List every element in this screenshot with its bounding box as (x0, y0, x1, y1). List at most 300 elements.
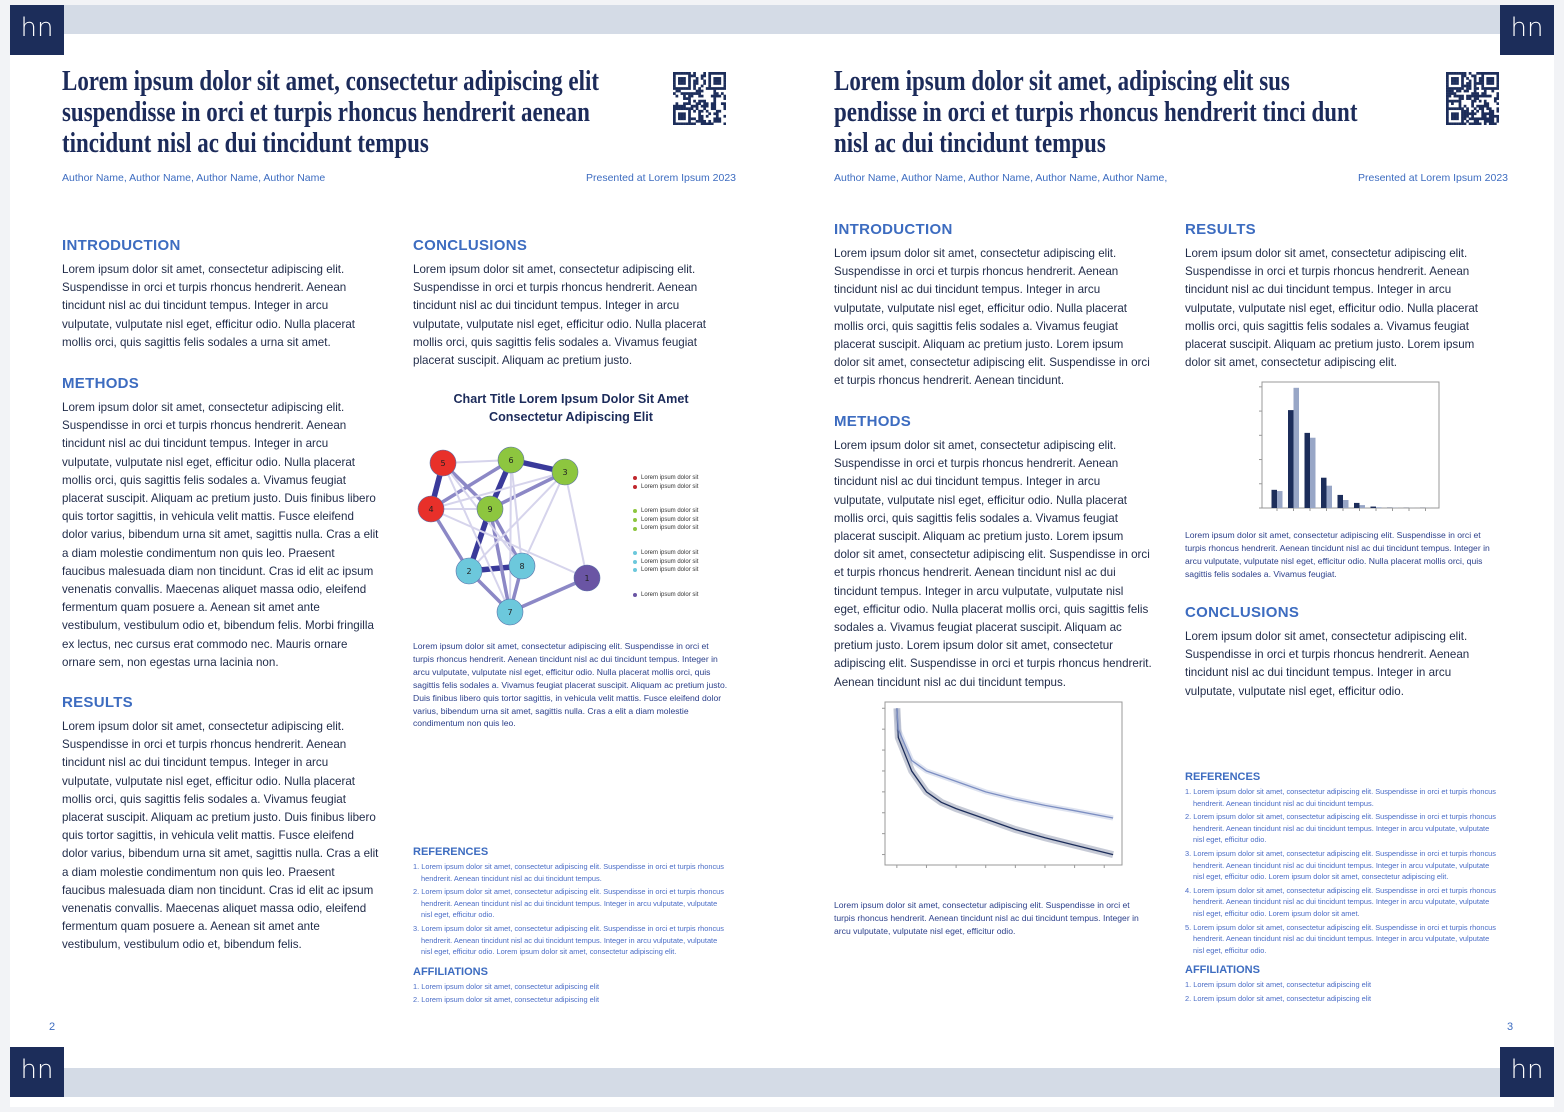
qr-module (1454, 82, 1457, 85)
qr-module (706, 110, 709, 113)
node-label: 3 (562, 468, 568, 477)
qr-module (1464, 115, 1467, 118)
legend-swatch (633, 551, 637, 555)
qr-module (1486, 77, 1489, 80)
qr-code (1446, 72, 1499, 125)
node-label: 2 (466, 567, 472, 576)
qr-module (693, 80, 696, 83)
qr-module (703, 72, 706, 75)
qr-module (681, 107, 684, 110)
qr-module (1456, 112, 1459, 115)
qr-module (1496, 75, 1499, 78)
section-heading: INTRODUCTION (62, 237, 181, 254)
qr-module (1474, 80, 1477, 83)
qr-module (681, 82, 684, 85)
qr-module (716, 77, 719, 80)
chart-title (413, 390, 729, 426)
qr-module (673, 75, 676, 78)
qr-module (693, 117, 696, 120)
qr-module (1454, 112, 1457, 115)
affiliation-item: 2. Lorem ipsum dolor sit amet, consectetur adipiscing elit (413, 995, 600, 1005)
qr-module (1451, 87, 1454, 90)
qr-module (1449, 87, 1452, 90)
logo: hn (10, 1047, 64, 1097)
qr-module (673, 105, 676, 108)
qr-module (1476, 72, 1479, 75)
bar (1343, 500, 1349, 508)
page-title (834, 66, 1472, 159)
qr-module (1469, 87, 1472, 90)
qr-module (1456, 72, 1459, 75)
qr-module (1461, 115, 1464, 118)
qr-module (683, 122, 686, 125)
qr-module (683, 72, 686, 75)
qr-module (1446, 102, 1449, 105)
qr-module (678, 122, 681, 125)
qr-module (683, 77, 686, 80)
qr-module (723, 75, 726, 78)
qr-module (708, 85, 711, 88)
qr-module (693, 75, 696, 78)
qr-module (686, 102, 689, 105)
qr-module (1456, 95, 1459, 98)
qr-module (1446, 120, 1449, 123)
qr-module (1481, 110, 1484, 113)
qr-module (713, 92, 716, 95)
qr-module (1491, 87, 1494, 90)
qr-module (681, 122, 684, 125)
qr-module (1489, 117, 1492, 120)
qr-module (1461, 82, 1464, 85)
qr-module (698, 112, 701, 115)
network-edge (522, 472, 565, 566)
qr-module (673, 85, 676, 88)
section-text: Lorem ipsum dolor sit amet, consectetur adipiscing elit. Suspendisse in orci et turpis rhoncus hendrerit. Aenean tincidunt nisl ac dui tincidunt tempus. Integer in arcu vulputate, vulputate nisl eget, efficitur odio. (1185, 630, 1470, 698)
qr-module (688, 95, 691, 98)
qr-module (688, 87, 691, 90)
bar (1272, 490, 1278, 508)
qr-module (1474, 85, 1477, 88)
qr-module (1481, 72, 1484, 75)
qr-module (1481, 117, 1484, 120)
qr-module (716, 87, 719, 90)
qr-module (1451, 92, 1454, 95)
qr-module (1466, 85, 1469, 88)
reference-item: 3. Lorem ipsum dolor sit amet, consectetur adipiscing elit. Suspendisse in orci et turpis rhoncus hendrerit. Aenean tincidunt nisl ac dui tincidunt tempus. Integer in arcu vulputate, vulputate nisl eget, efficitur odio. Lorem ipsum dolor sit amet, consectetur adipiscing elit. (1185, 848, 1496, 882)
qr-module (1461, 77, 1464, 80)
introduction-section (62, 237, 380, 352)
qr-module (693, 82, 696, 85)
qr-module (688, 120, 691, 123)
qr-module (716, 95, 719, 98)
qr-module (1491, 77, 1494, 80)
qr-module (718, 72, 721, 75)
qr-module (1446, 87, 1449, 90)
qr-module (1461, 80, 1464, 83)
qr-module (1451, 115, 1454, 118)
qr-module (673, 122, 676, 125)
qr-module (696, 80, 699, 83)
qr-module (1451, 72, 1454, 75)
qr-module (1484, 72, 1487, 75)
qr-module (698, 102, 701, 105)
qr-module (1464, 75, 1467, 78)
qr-module (1496, 97, 1499, 100)
presented-at: Presented at Lorem Ipsum 2023 (1358, 172, 1509, 184)
reference-item: 5. Lorem ipsum dolor sit amet, consectetur adipiscing elit. Suspendisse in orci et turpis rhoncus hendrerit. Aenean tincidunt nisl ac dui tincidunt tempus. Integer in arcu vulputate, vulputate nisl eget, efficitur odio. (1185, 922, 1496, 955)
qr-module (1496, 87, 1499, 90)
qr-module (686, 107, 689, 110)
qr-module (1464, 105, 1467, 108)
qr-module (1474, 92, 1477, 95)
qr-module (711, 122, 714, 125)
qr-module (1456, 80, 1459, 83)
title-line: Lorem ipsum dolor sit amet, consectetur adipiscing elit (62, 66, 599, 97)
qr-module (1461, 120, 1464, 123)
qr-module (1464, 72, 1467, 75)
qr-module (1456, 77, 1459, 80)
qr-module (1461, 87, 1464, 90)
qr-module (1449, 90, 1452, 93)
qr-module (1491, 72, 1494, 75)
qr-module (698, 90, 701, 93)
qr-module (683, 115, 686, 118)
qr-module (1454, 122, 1457, 125)
legend-label: Lorem ipsum dolor sit (641, 549, 699, 556)
title-line: suspendisse in orci et turpis rhoncus hendrerit aenean (62, 97, 590, 128)
qr-module (1479, 100, 1482, 103)
qr-module (1491, 115, 1494, 118)
qr-module (1486, 102, 1489, 105)
qr-module (1486, 80, 1489, 83)
qr-module (713, 80, 716, 83)
qr-module (716, 92, 719, 95)
bar (1338, 495, 1344, 508)
reference-item: 3. Lorem ipsum dolor sit amet, consectetur adipiscing elit. Suspendisse in orci et turpis rhoncus hendrerit. Aenean tincidunt nisl ac dui tincidunt tempus. Integer in arcu vulputate, vulputate nisl eget, efficitur odio. Lorem ipsum dolor sit amet, consectetur adipiscing elit. (413, 923, 724, 957)
qr-module (1481, 92, 1484, 95)
qr-module (676, 102, 679, 105)
bar (1327, 486, 1333, 508)
qr-module (1456, 107, 1459, 110)
qr-module (1476, 92, 1479, 95)
section-heading: RESULTS (62, 694, 133, 711)
line-chart (875, 700, 1125, 868)
qr-module (681, 105, 684, 108)
qr-module (696, 120, 699, 123)
qr-module (703, 100, 706, 103)
qr-module (713, 100, 716, 103)
bar (1288, 410, 1294, 508)
qr-module (673, 72, 676, 75)
qr-module (701, 75, 704, 78)
qr-module (1496, 85, 1499, 88)
qr-module (696, 102, 699, 105)
qr-module (1471, 117, 1474, 120)
qr-module (1491, 122, 1494, 125)
qr-module (1456, 90, 1459, 93)
qr-module (688, 102, 691, 105)
qr-module (1481, 80, 1484, 83)
qr-module (1479, 117, 1482, 120)
bar (1360, 505, 1366, 508)
qr-module (688, 107, 691, 110)
qr-module (703, 105, 706, 108)
qr-module (1471, 95, 1474, 98)
qr-module (1489, 112, 1492, 115)
section-text: Lorem ipsum dolor sit amet, consectetur adipiscing elit. Suspendisse in orci et turpis rhoncus hendrerit. Aenean tincidunt nisl ac dui tincidunt tempus. Integer in arcu vulputate, vulputate nisl eget, efficitur odio. Nulla placerat mollis orci, quis sagittis felis sodales a. Vivamus feugiat placerat suscipit. Aliquam ac pretium justo. Duis finibus libero quis tortor sagittis, in vehicula velit mattis. Fusce eleifend dolor varius, bibendum urna sit amet, sagittis nulla. Cras a elit a diam molestie condimentum non quis leo. Praesent faucibus malesuada diam non tincidunt. Cras id elit ac ipsum venenatis convallis. Maecenas aliquet massa odio, eleifend fermentum quam posuere a. Aenean sit amet ante vestibulum, vestibulum odio et, bibendum felis. Morbi fringilla ex lectus, nec cursus erat commodo nec. Mauris ornare ornare sem, non egestas urna lacinia non. (62, 401, 379, 669)
qr-module (1476, 97, 1479, 100)
qr-module (1469, 95, 1472, 98)
qr-module (706, 87, 709, 90)
series-line (897, 708, 1113, 818)
qr-module (1461, 112, 1464, 115)
qr-module (1446, 95, 1449, 98)
qr-module (721, 72, 724, 75)
qr-module (1464, 90, 1467, 93)
qr-module (716, 115, 719, 118)
top-band (782, 5, 1554, 34)
qr-module (708, 82, 711, 85)
qr-module (1489, 107, 1492, 110)
qr-module (1486, 82, 1489, 85)
legend-label: Lorem ipsum dolor sit (641, 508, 699, 515)
qr-module (713, 102, 716, 105)
qr-module (1481, 112, 1484, 115)
qr-module (676, 107, 679, 110)
qr-module (1466, 87, 1469, 90)
qr-module (1479, 107, 1482, 110)
qr-module (716, 80, 719, 83)
qr-module (1451, 112, 1454, 115)
qr-module (688, 110, 691, 113)
qr-module (688, 115, 691, 118)
section-text: Lorem ipsum dolor sit amet, consectetur adipiscing elit. Suspendisse in orci et turpis rhoncus hendrerit. Aenean tincidunt nisl ac dui tincidunt tempus. Integer in arcu vulputate, vulputate nisl eget, efficitur odio. Nulla placerat mollis orci, quis sagittis felis sodales a. Vivamus feugiat placerat suscipit. Aliquam ac pretium justo. Lorem ipsum dolor sit amet, consectetur adipiscing elit. Suspendisse in orci et turpis rhoncus hendrerit. Aenean tincidunt. (834, 247, 1150, 388)
qr-module (718, 87, 721, 90)
qr-module (686, 72, 689, 75)
qr-module (688, 82, 691, 85)
qr-module (1489, 82, 1492, 85)
qr-module (1491, 112, 1494, 115)
legend-label: Lorem ipsum dolor sit (641, 567, 699, 574)
qr-module (1496, 115, 1499, 118)
qr-module (1496, 117, 1499, 120)
qr-module (1476, 82, 1479, 85)
confidence-band (897, 708, 1113, 854)
qr-module (713, 112, 716, 115)
qr-module (683, 92, 686, 95)
qr-module (701, 105, 704, 108)
qr-module (1479, 105, 1482, 108)
qr-module (696, 90, 699, 93)
qr-module (701, 117, 704, 120)
qr-module (693, 122, 696, 125)
section-heading: AFFILIATIONS (1185, 964, 1260, 977)
section-heading: REFERENCES (1185, 771, 1261, 783)
qr-module (716, 82, 719, 85)
logo: hn (10, 5, 64, 55)
qr-module (1466, 82, 1469, 85)
qr-module (681, 77, 684, 80)
qr-module (1476, 120, 1479, 123)
qr-module (1489, 72, 1492, 75)
authors: Author Name, Author Name, Author Name, Author Name, Author Name, (834, 172, 1168, 184)
qr-module (1446, 85, 1449, 88)
qr-module (696, 92, 699, 95)
qr-module (1446, 82, 1449, 85)
section-heading: REFERENCES (413, 846, 489, 858)
conclusions-section (1185, 604, 1503, 701)
qr-module (676, 95, 679, 98)
qr-module (683, 97, 686, 100)
qr-module (1484, 115, 1487, 118)
qr-module (678, 107, 681, 110)
qr-module (686, 97, 689, 100)
qr-module (1471, 92, 1474, 95)
qr-module (1496, 72, 1499, 75)
legend-swatch (633, 593, 637, 597)
results-section (62, 694, 380, 955)
qr-module (1484, 105, 1487, 108)
qr-module (678, 112, 681, 115)
qr-module (1446, 75, 1449, 78)
qr-module (1451, 100, 1454, 103)
qr-module (1489, 115, 1492, 118)
node-label: 4 (428, 505, 434, 514)
legend-label: Lorem ipsum dolor sit (641, 591, 699, 598)
section-heading: RESULTS (1185, 221, 1256, 238)
qr-module (688, 97, 691, 100)
qr-module (1476, 87, 1479, 90)
qr-module (698, 95, 701, 98)
qr-module (1486, 120, 1489, 123)
qr-module (681, 112, 684, 115)
qr-module (1479, 80, 1482, 83)
qr-module (673, 107, 676, 110)
qr-module (681, 72, 684, 75)
qr-module (1454, 80, 1457, 83)
qr-module (1464, 110, 1467, 113)
qr-module (1476, 95, 1479, 98)
qr-module (718, 117, 721, 120)
qr-module (678, 90, 681, 93)
reference-item: 2. Lorem ipsum dolor sit amet, consectetur adipiscing elit. Suspendisse in orci et turpis rhoncus hendrerit. Aenean tincidunt nisl ac dui tincidunt tempus. Integer in arcu vulputate, vulputate nisl eget, efficitur odio. (413, 887, 724, 920)
title-line: Lorem ipsum dolor sit amet, adipiscing elit sus (834, 66, 1290, 97)
qr-module (708, 122, 711, 125)
section-heading: CONCLUSIONS (1185, 604, 1300, 621)
qr-module (693, 87, 696, 90)
legend-swatch (633, 527, 637, 531)
qr-module (1491, 80, 1494, 83)
qr-module (1486, 117, 1489, 120)
qr-module (1446, 115, 1449, 118)
qr-module (1456, 117, 1459, 120)
qr-module (1474, 82, 1477, 85)
qr-module (1484, 122, 1487, 125)
qr-module (1461, 122, 1464, 125)
qr-module (1449, 107, 1452, 110)
qr-module (1449, 92, 1452, 95)
qr-module (686, 122, 689, 125)
qr-module (1476, 122, 1479, 125)
qr-module (1474, 77, 1477, 80)
qr-module (1474, 90, 1477, 93)
legend-label: Lorem ipsum dolor sit (641, 483, 699, 490)
legend-swatch (633, 518, 637, 522)
qr-module (1459, 107, 1462, 110)
qr-module (1476, 110, 1479, 113)
qr-module (688, 72, 691, 75)
qr-module (1494, 122, 1497, 125)
qr-module (1464, 122, 1467, 125)
qr-module (1481, 75, 1484, 78)
qr-module (1451, 107, 1454, 110)
section-heading: METHODS (834, 413, 912, 430)
qr-module (1456, 87, 1459, 90)
qr-module (718, 82, 721, 85)
qr-module (1471, 112, 1474, 115)
qr-module (706, 122, 709, 125)
section-text: Lorem ipsum dolor sit amet, consectetur adipiscing elit. Suspendisse in orci et turpis rhoncus hendrerit. Aenean tincidunt nisl ac dui tincidunt tempus. Integer in arcu vulputate, vulputate nisl eget, efficitur odio. Nulla placerat mollis orci, quis sagittis felis sodales a urna sit amet. (62, 263, 356, 349)
qr-module (1454, 95, 1457, 98)
qr-module (691, 75, 694, 78)
qr-module (678, 82, 681, 85)
qr-module (1481, 87, 1484, 90)
section-heading: METHODS (62, 375, 140, 392)
node-label: 1 (584, 574, 590, 583)
reference-item: 1. Lorem ipsum dolor sit amet, consectetur adipiscing elit. Suspendisse in orci et turpis rhoncus hendrerit. Aenean tincidunt nisl ac dui tincidunt tempus. (1185, 787, 1496, 808)
qr-module (698, 120, 701, 123)
qr-module (1496, 82, 1499, 85)
qr-module (1446, 92, 1449, 95)
qr-module (1461, 117, 1464, 120)
qr-module (1471, 75, 1474, 78)
qr-module (701, 120, 704, 123)
qr-module (1451, 117, 1454, 120)
section-heading: CONCLUSIONS (413, 237, 528, 254)
qr-module (1474, 97, 1477, 100)
qr-module (1466, 90, 1469, 93)
qr-module (1451, 77, 1454, 80)
qr-module (1456, 82, 1459, 85)
figure-caption: Lorem ipsum dolor sit amet, consectetur adipiscing elit. Suspendisse in orci et turpis rhoncus hendrerit. Aenean tincidunt nisl ac dui tincidunt tempus. Integer in arcu vulputate, vulputate nisl eget, efficitur odio. Nulla placerat mollis orci, quis sagittis felis sodales a. Vivamus feugiat. (1185, 530, 1490, 579)
qr-module (1471, 115, 1474, 118)
qr-module (701, 100, 704, 103)
results-section (1185, 221, 1503, 372)
qr-module (713, 90, 716, 93)
qr-module (1454, 100, 1457, 103)
qr-module (1449, 122, 1452, 125)
qr-module (676, 90, 679, 93)
qr-module (723, 107, 726, 110)
qr-module (1451, 122, 1454, 125)
bar-chart (1255, 380, 1445, 515)
qr-module (678, 72, 681, 75)
qr-module (716, 112, 719, 115)
qr-module (1481, 107, 1484, 110)
qr-module (1461, 85, 1464, 88)
qr-module (701, 77, 704, 80)
qr-module (1481, 95, 1484, 98)
bar (1371, 507, 1377, 508)
legend-item (633, 483, 698, 492)
legend-item (633, 507, 698, 516)
qr-module (1446, 90, 1449, 93)
qr-module (1459, 122, 1462, 125)
qr-module (698, 115, 701, 118)
legend-label: Lorem ipsum dolor sit (641, 525, 699, 532)
qr-module (703, 120, 706, 123)
qr-module (1481, 82, 1484, 85)
